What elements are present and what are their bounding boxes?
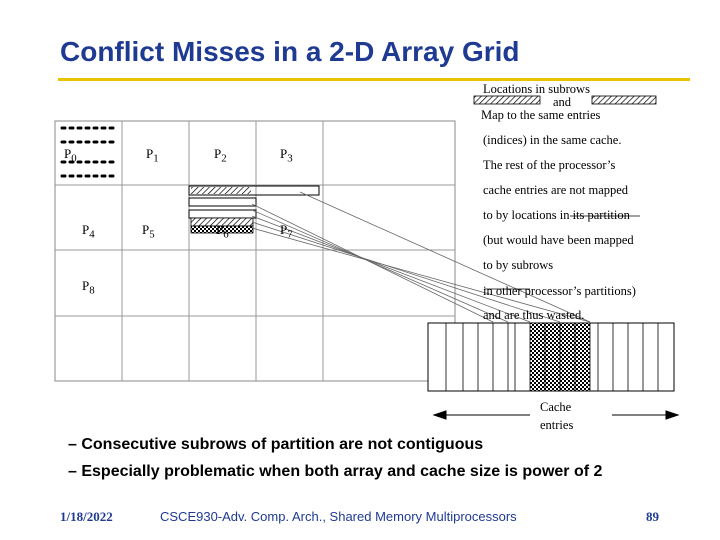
processor-label-p0: $P_0$ <box>64 146 77 165</box>
array-grid-border <box>55 121 455 381</box>
annotation-line: in other processor’s partitions) <box>483 284 636 298</box>
annotation-line: to by subrows <box>483 258 554 272</box>
footer-date: 1/18/2022 <box>60 509 113 524</box>
annotation-line: to by locations in its partition <box>483 208 630 222</box>
annotation-line: Locations in subrows <box>483 82 590 96</box>
subrow-strip <box>189 198 256 206</box>
processor-label-p3: $P_3$ <box>280 146 293 165</box>
annotation-line: cache entries are not mapped <box>483 183 629 197</box>
annotation-line: (but would have been mapped <box>483 233 634 247</box>
slide-title: Conflict Misses in a 2-D Array Grid <box>60 36 520 67</box>
bullet-point: – Especially problematic when both array and cache size is power of 2 <box>68 463 603 480</box>
footer-page-number: 89 <box>646 509 659 524</box>
subrow-strip-hatched <box>191 187 251 194</box>
subrow-strip <box>189 210 256 218</box>
annotation-line: Map to the same entries <box>481 108 601 122</box>
annotation-line: and are thus wasted. <box>483 308 585 322</box>
annotation-line: The rest of the processor’s <box>483 158 616 172</box>
processor-label-p7: $P_7$ <box>280 222 293 241</box>
legend-hatched-swatch <box>474 96 540 104</box>
bullet-point: – Consecutive subrows of partition are not contiguous <box>68 436 484 453</box>
annotation-line: (indices) in the same cache. <box>483 133 622 147</box>
cache-label: Cache <box>540 400 572 414</box>
processor-label-p4: $P_4$ <box>82 222 95 241</box>
processor-label-p2: $P_2$ <box>214 146 227 165</box>
annotation-line: and <box>553 95 572 109</box>
footer-course: CSCE930-Adv. Comp. Arch., Shared Memory Multiprocessors <box>160 509 517 524</box>
processor-label-p5: $P_5$ <box>142 222 155 241</box>
cache-label-entries: entries <box>540 418 574 432</box>
processor-label-p8: $P_8$ <box>82 278 95 297</box>
processor-label-p6: $P_6$ <box>216 222 229 241</box>
processor-label-p1: $P_1$ <box>146 146 159 165</box>
legend-checkered-swatch <box>592 96 656 104</box>
